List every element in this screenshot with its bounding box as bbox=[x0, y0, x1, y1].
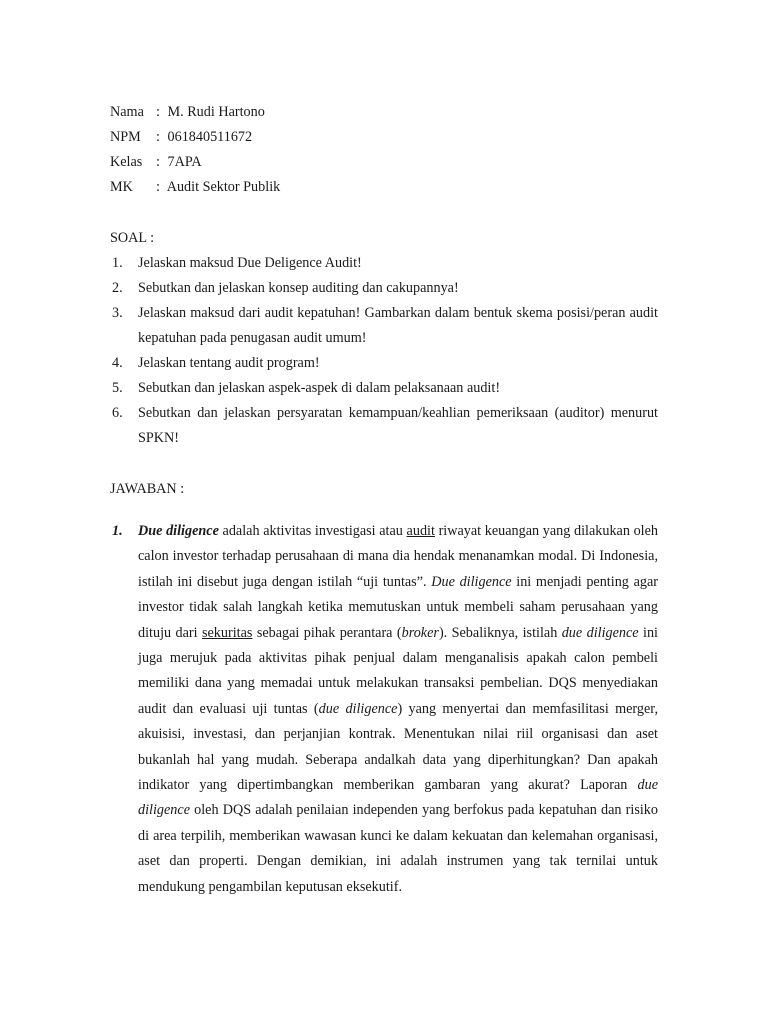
header-nama-row bbox=[110, 102, 265, 122]
soal-item bbox=[110, 351, 658, 376]
answer-text: sebagai pihak perantara ( bbox=[252, 624, 402, 641]
soal-item-text: Jelaskan maksud dari audit kepatuhan! Gambarkan dalam bentuk skema posisi/peran audit kepatuhan pada penugasan audit umum! bbox=[138, 305, 658, 346]
npm-value: 061840511672 bbox=[167, 129, 253, 145]
jawaban-item-text bbox=[138, 519, 658, 900]
separator: : bbox=[156, 104, 160, 120]
soal-item-text: Jelaskan tentang audit program! bbox=[138, 355, 320, 371]
soal-item-number: 4. bbox=[112, 355, 123, 371]
npm-label: NPM bbox=[110, 129, 141, 145]
term-italic: broker bbox=[401, 624, 439, 641]
term-due-diligence: Due diligence bbox=[138, 523, 219, 539]
soal-item-number: 3. bbox=[112, 305, 123, 321]
soal-item-number: 2. bbox=[112, 280, 123, 296]
soal-item bbox=[110, 276, 658, 301]
soal-item-number: 5. bbox=[112, 380, 123, 396]
nama-value: M. Rudi Hartono bbox=[167, 104, 265, 120]
header-npm-row bbox=[110, 127, 252, 147]
separator: : bbox=[156, 179, 160, 195]
jawaban-item-number: 1. bbox=[112, 523, 123, 539]
kelas-label: Kelas bbox=[110, 154, 143, 170]
kelas-value: 7APA bbox=[167, 154, 202, 170]
jawaban-heading: JAWABAN : bbox=[110, 481, 185, 497]
answer-text: ini menjadi penting agar investor tidak salah langkah ketika memutuskan untuk membeli saham perusahaan yang dituju dari bbox=[138, 573, 658, 641]
soal-item-text: Jelaskan maksud Due Deligence Audit! bbox=[138, 255, 362, 271]
answer-text: ) yang menyertai dan memfasilitasi merger, akuisisi, investasi, dan perjanjian kontrak. Menentukan nilai riil organisasi dan aset bukanlah hal yang mudah. Seberapa andalkah data yang diperhitungkan? Dan apakah indikator yang dipertimbangkan memberikan gambaran yang akurat? Laporan bbox=[138, 700, 658, 794]
mk-label: MK bbox=[110, 179, 133, 195]
jawaban-item bbox=[110, 519, 658, 900]
soal-item-number: 1. bbox=[112, 255, 123, 271]
answer-text: oleh DQS adalah penilaian independen yang berfokus pada kepatuhan dan risiko di area terpilih, memberikan wawasan kunci ke dalam kekuatan dan kelemahan organisasi, aset dan properti. Dengan demikian, ini adalah instrumen yang tak ternilai untuk mendukung pengambilan keputusan eksekutif. bbox=[138, 802, 658, 895]
term-italic: due diligence bbox=[561, 624, 639, 641]
soal-item-text: Sebutkan dan jelaskan aspek-aspek di dalam pelaksanaan audit! bbox=[138, 380, 501, 396]
soal-item bbox=[110, 401, 658, 451]
answer-text: riwayat keuangan yang dilakukan oleh calon investor terhadap perusahaan di mana dia hendak menanamkan modal. Di Indonesia, istilah ini disebut juga dengan istilah “uji tuntas”. bbox=[138, 523, 659, 590]
soal-item bbox=[110, 376, 658, 401]
term-italic: due diligence bbox=[318, 700, 398, 717]
soal-item bbox=[110, 301, 658, 351]
soal-item bbox=[110, 251, 658, 276]
separator: : bbox=[156, 154, 160, 170]
header-mk-row bbox=[110, 177, 280, 197]
term-italic: due diligence bbox=[138, 777, 658, 819]
term-italic: Due diligence bbox=[431, 573, 512, 590]
soal-heading: SOAL : bbox=[110, 230, 155, 246]
soal-item-text: Sebutkan dan jelaskan persyaratan kemampuan/keahlian pemeriksaan (auditor) menurut SPKN! bbox=[138, 405, 658, 446]
header-kelas-row bbox=[110, 152, 202, 172]
answer-text: adalah aktivitas investigasi atau bbox=[218, 523, 407, 539]
answer-text: ). Sebaliknya, istilah bbox=[438, 624, 562, 641]
soal-item-text: Sebutkan dan jelaskan konsep auditing dan cakupannya! bbox=[138, 280, 459, 296]
soal-item-number: 6. bbox=[112, 405, 123, 421]
nama-label: Nama bbox=[110, 104, 144, 120]
answer-text: ini juga merujuk pada aktivitas pihak penjual dalam menganalisis apakah calon pembeli memiliki dana yang memadai untuk melakukan transaksi pembelian. DQS menyediakan audit dan evaluasi uji tuntas ( bbox=[138, 624, 658, 717]
link-sekuritas[interactable]: sekuritas bbox=[201, 624, 253, 641]
link-audit[interactable]: audit bbox=[406, 523, 435, 539]
separator: : bbox=[156, 129, 160, 145]
mk-value: Audit Sektor Publik bbox=[166, 179, 281, 195]
